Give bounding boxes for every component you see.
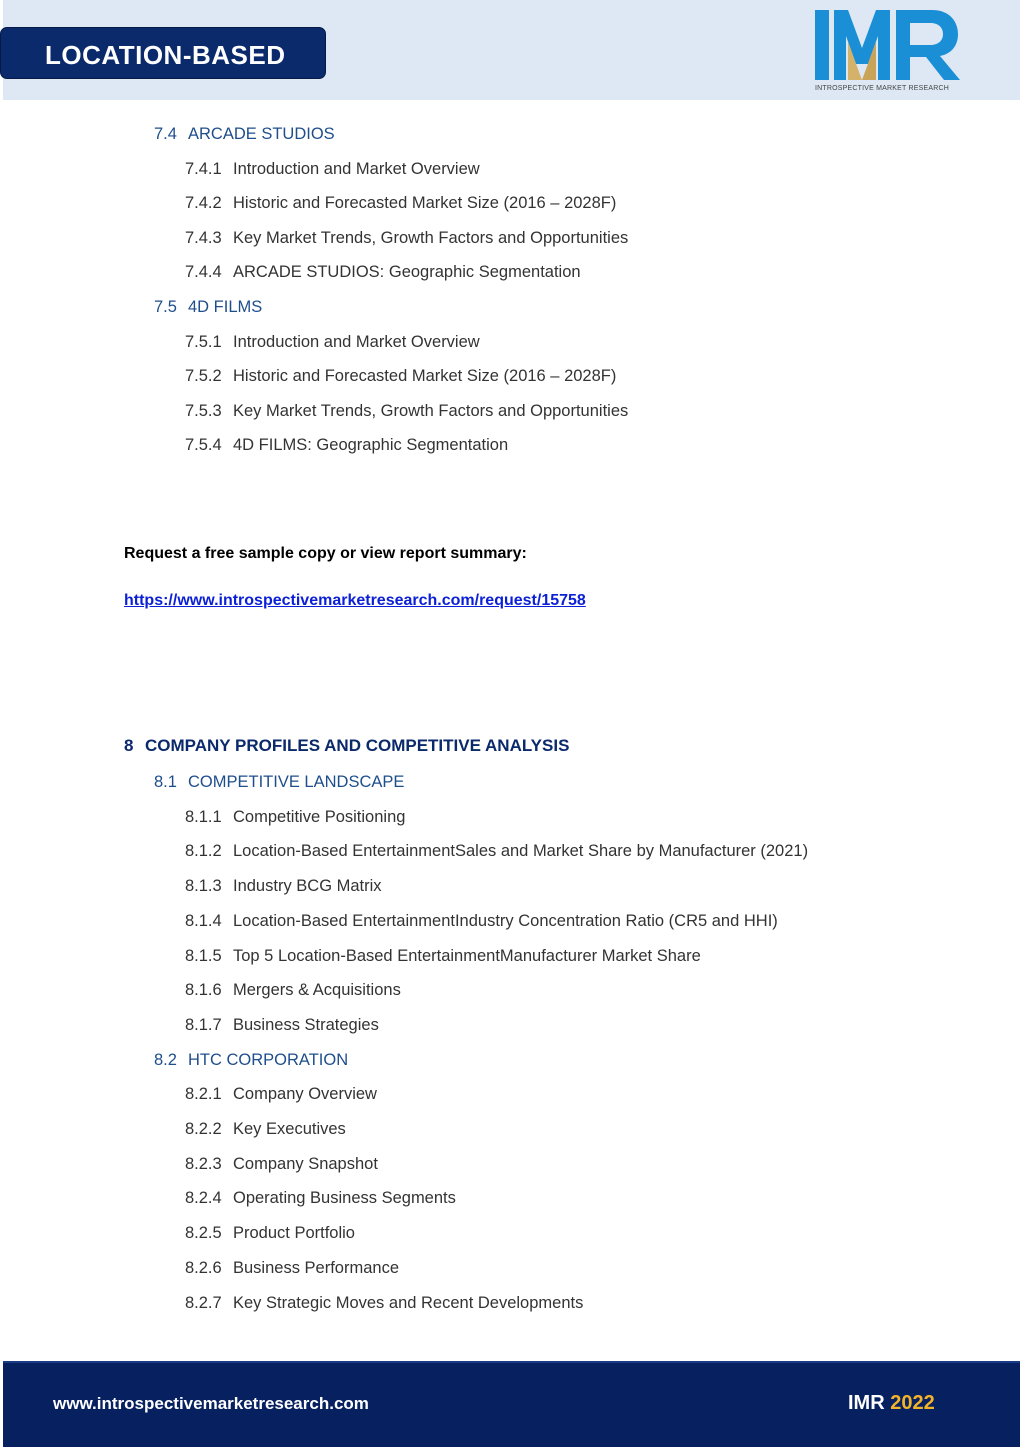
toc-text: 4D FILMS <box>188 298 263 316</box>
toc-number: 7.4.3 <box>185 228 222 247</box>
toc-number: 8.1.1 <box>185 807 222 826</box>
toc-section <box>154 298 262 317</box>
toc-text: ARCADE STUDIOS: Geographic Segmentation <box>233 263 581 282</box>
footer-brand-name: IMR <box>848 1392 885 1414</box>
toc-subsection <box>185 333 480 352</box>
toc-subsection <box>185 263 581 282</box>
toc-text: Company Snapshot <box>233 1154 378 1173</box>
toc-text: 4D FILMS: Geographic Segmentation <box>233 436 509 455</box>
toc-text: Key Market Trends, Growth Factors and Opportunities <box>233 401 629 420</box>
toc-number: 8.1.2 <box>185 842 222 861</box>
toc-subsection <box>185 1155 378 1174</box>
toc-subsection <box>185 877 382 896</box>
request-label: Request a free sample copy or view report summary: <box>124 545 527 562</box>
toc-subsection <box>185 1016 379 1035</box>
toc-text: Top 5 Location-Based EntertainmentManufacturer Market Share <box>233 946 701 965</box>
footer-url[interactable]: www.introspectivemarketresearch.com <box>53 1394 369 1413</box>
report-title: LOCATION-BASED <box>45 40 286 70</box>
toc-text: Historic and Forecasted Market Size (2016 – 2028F) <box>233 367 617 386</box>
toc-number: 7.5.2 <box>185 367 222 386</box>
toc-subsection <box>185 1259 399 1278</box>
toc-number: 8.2.5 <box>185 1224 222 1243</box>
toc-text: Location-Based EntertainmentIndustry Concentration Ratio (CR5 and HHI) <box>233 911 778 930</box>
toc-text: Historic and Forecasted Market Size (2016 – 2028F) <box>233 194 617 213</box>
toc-subsection <box>185 1120 346 1139</box>
toc-number: 8.1.7 <box>185 1015 222 1034</box>
toc-text: Key Market Trends, Growth Factors and Opportunities <box>233 228 629 247</box>
toc-subsection <box>185 194 616 213</box>
footer-year: 2022 <box>890 1392 935 1414</box>
toc-text: Key Executives <box>233 1120 346 1138</box>
toc-number: 8.2.7 <box>185 1293 222 1312</box>
toc-subsection <box>185 1189 456 1208</box>
toc-text: Company Overview <box>233 1085 377 1104</box>
toc-number: 8.1.6 <box>185 981 222 1000</box>
toc-section <box>154 125 335 144</box>
logo-caption: INTROSPECTIVE MARKET RESEARCH <box>815 85 950 92</box>
toc-number: 8.1.4 <box>185 911 222 930</box>
toc-number: 7.4.2 <box>185 194 222 213</box>
toc-text: Introduction and Market Overview <box>233 332 480 351</box>
toc-text: Mergers & Acquisitions <box>233 981 401 1000</box>
imr-logo-icon <box>812 8 964 96</box>
toc-number: 8.2.2 <box>185 1120 222 1138</box>
toc-subsection <box>185 1294 583 1313</box>
request-link[interactable]: https://www.introspectivemarketresearch.com/request/15758 <box>124 592 586 609</box>
report-title-badge <box>0 27 326 79</box>
toc-number: 8.2.1 <box>185 1085 222 1104</box>
toc-subsection <box>185 229 628 248</box>
toc-text: Location-Based EntertainmentSales and Market Share by Manufacturer (2021) <box>233 842 809 861</box>
toc-number: 7.5 <box>154 298 177 316</box>
toc-subsection <box>185 912 778 931</box>
toc-text: Key Strategic Moves and Recent Developments <box>233 1293 584 1312</box>
toc-subsection <box>185 436 508 455</box>
toc-number: 8.1.3 <box>185 877 222 896</box>
toc-number: 8.2.3 <box>185 1154 222 1173</box>
toc-number: 7.4.4 <box>185 263 222 282</box>
toc-subsection <box>185 981 401 1000</box>
toc-subsection <box>185 808 405 827</box>
toc-text: Competitive Positioning <box>233 807 406 826</box>
toc-text: Business Performance <box>233 1258 399 1277</box>
toc-subsection <box>185 367 616 386</box>
toc-section <box>154 1051 348 1070</box>
toc-text: Industry BCG Matrix <box>233 877 382 896</box>
toc-number: 7.5.1 <box>185 332 222 351</box>
toc-number: 7.4.1 <box>185 159 222 178</box>
toc-number: 7.5.4 <box>185 436 222 455</box>
toc-text: COMPETITIVE LANDSCAPE <box>188 773 405 791</box>
toc-number: 8.2 <box>154 1050 177 1069</box>
toc-text: Introduction and Market Overview <box>233 159 480 178</box>
footer-brand <box>848 1392 935 1415</box>
toc-text: Business Strategies <box>233 1015 379 1034</box>
toc-number: 7.5.3 <box>185 401 222 420</box>
toc-text: HTC CORPORATION <box>188 1050 349 1069</box>
toc-number: 8.1.5 <box>185 946 222 965</box>
toc-subsection <box>185 842 808 861</box>
toc-text: ARCADE STUDIOS <box>188 125 335 143</box>
toc-text: Operating Business Segments <box>233 1189 456 1208</box>
toc-subsection <box>185 947 701 966</box>
toc-number: 7.4 <box>154 125 177 143</box>
section-8-heading <box>124 736 569 756</box>
toc-number: 8.1 <box>154 773 177 791</box>
toc-subsection <box>185 402 628 421</box>
section-title: COMPANY PROFILES AND COMPETITIVE ANALYSIS <box>145 736 570 755</box>
toc-number: 8.2.6 <box>185 1258 222 1277</box>
toc-text: Product Portfolio <box>233 1224 355 1243</box>
section-number: 8 <box>124 736 134 755</box>
toc-subsection <box>185 1224 355 1243</box>
toc-subsection <box>185 160 480 179</box>
toc-number: 8.2.4 <box>185 1189 222 1208</box>
toc-section <box>154 773 404 792</box>
toc-subsection <box>185 1085 377 1104</box>
